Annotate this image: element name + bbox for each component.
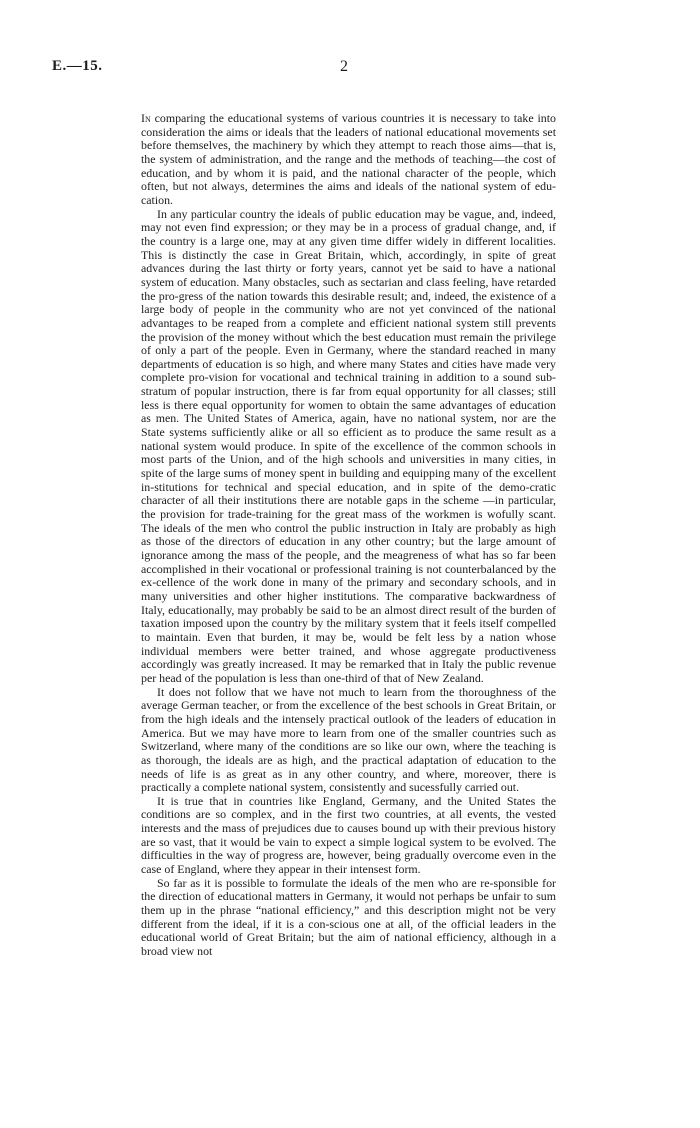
paragraph-1 <box>141 112 556 208</box>
paragraph-2: In any particular country the ideals of public education may be vague, and, indeed, may not even find expression; or they may be in a process of gradual change, and, if the country is a large one, may at any given time differ widely in different localities. This is distinctly the case in Great Britain, which, accordingly, in spite of great advances during the last thirty or forty years, cannot yet be said to have a national system of education. Many obstacles, such as sectarian and class feeling, have retarded the pro-gress of the nation towards this desirable result; and, indeed, the existence of a large body of people in the community who are not yet convinced of the national advantages to be reaped from a complete and efficient national system still prevents the provision of the money without which the best education must remain the privilege of only a part of the people. Even in Germany, where the standard reached in many departments of education is so high, and where many States and cities have made very complete pro-vision for vocational and technical training in addition to a sound sub-stratum of popular instruction, there is far from equal opportunity for all classes; still less is there equal opportunity for women to obtain the same advantages of education as men. The United States of America, again, have no national system, nor are the State systems sufficiently alike or all so efficient as to produce the same result as a national system would produce. In spite of the excellence of the common schools in most parts of the Union, and of the high schools and universities in many cities, in spite of the large sums of money spent in building and equipping many of the excellent in-stitutions for technical and special education, and in spite of the demo-cratic character of all their institutions there are notable gaps in the scheme —in particular, the provision for trade-training for the great mass of the workmen is wofully scant. The ideals of the men who control the public instruction in Italy are probably as high as those of the directors of education in any other country; but the large amount of ignorance among the mass of the people, and the meagreness of what has so far been accomplished in their vocational or professional training is not counterbalanced by the ex-cellence of the work done in many of the primary and secondary schools, and in many universities and other higher institutions. The comparative backwardness of Italy, educationally, may probably be said to be an almost direct result of the burden of taxation imposed upon the country by the military system that it feels itself compelled to maintain. Even that burden, it may be, would be felt less by a nation whose individual members were better trained, and whose aggregate productiveness accordingly was greatly increased. It may be remarked that in Italy the public revenue per head of the population is less than one-third of that of New Zealand. <box>141 206 556 685</box>
page-number: 2 <box>340 58 348 75</box>
paragraph-text: comparing the educational systems of various countries it is necessary to take into consideration the aims or ideals that the leaders of national educational movements set before themselves, the machinery by which they attempt to reach those aims—that is, the system of administration, and the range and the methods of teaching—the cost of education, and by whom it is paid, and the national character of the people, which often, but not always, determines the aims and ideals of the national system of edu-cation. <box>141 111 556 207</box>
drop-lead: In <box>141 111 151 125</box>
paragraph-4: It is true that in countries like England, Germany, and the United States the conditions are so complex, and in the first two countries, at all events, the vested interests and the mass of prejudices due to causes bound up with their previous history are so vast, that it would be vain to expect a simple logical system to be evolved. The difficulties in the way of progress are, however, being gradually overcome even in the case of England, where they appear in their intensest form. <box>141 793 556 877</box>
body-text <box>141 112 556 959</box>
paragraph-3: It does not follow that we have not much to learn from the thoroughness of the average German teacher, or from the excellence of the best schools in Great Britain, or from the high ideals and the intensely practical outlook of the leaders of education in America. But we may have more to learn from one of the smaller countries such as Switzerland, where many of the conditions are so like our own, where the teaching is as thorough, the ideals are as high, and the practical adaptation of education to the needs of life is as great as in any other country, and where, moreover, there is practically a complete national system, consistently and sucessfully carried out. <box>141 684 556 795</box>
page-reference: E.—15. <box>52 58 103 74</box>
paragraph-5: So far as it is possible to formulate the ideals of the men who are re-sponsible for the direction of educational matters in Germany, it would not perhaps be unfair to sum them up in the phrase “national efficiency,” and this description might not be very different from the ideal, if it is a con-scious one at all, of the official leaders in the educational world of Great Britain; but the aim of national efficiency, although in a broad view not <box>141 875 556 959</box>
